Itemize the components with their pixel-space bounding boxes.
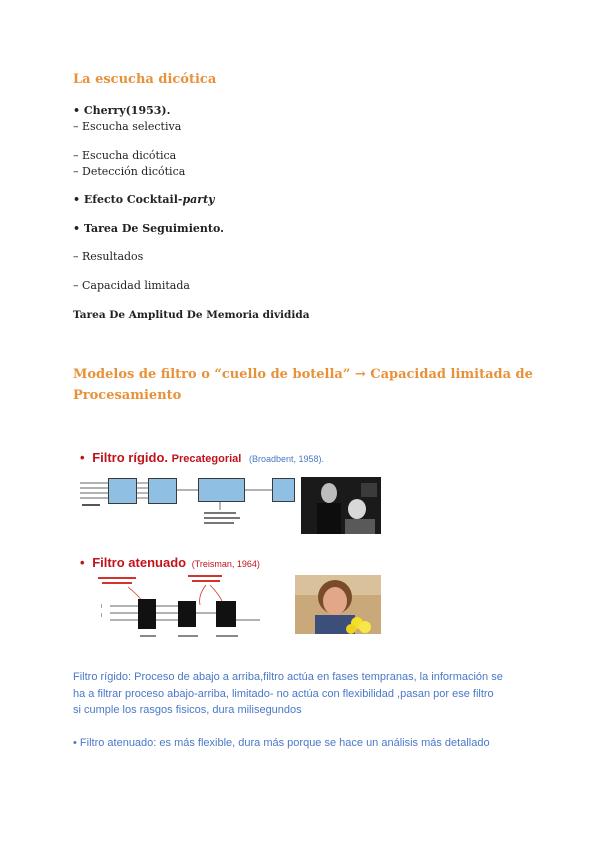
memory-store-box	[148, 478, 177, 504]
section-title-modelos	[73, 364, 533, 406]
treisman-caption-mark-3	[188, 575, 222, 577]
slide2-title: Filtro atenuado	[92, 555, 187, 570]
note-line-1: Filtro rígido: Proceso de abajo a arriba,filtro actúa en fases tempranas, la información se	[73, 671, 503, 683]
attenuator-block	[178, 601, 196, 627]
sensory-buffer-box	[108, 478, 137, 504]
slide1-bullet: •	[80, 450, 85, 465]
filter-box	[198, 478, 245, 502]
slide1-subtitle: Precategorial	[171, 453, 242, 465]
treisman-photo-art	[295, 575, 381, 634]
item-escucha-selectiva: – Escucha selectiva	[73, 120, 182, 133]
item-efecto-cocktail	[73, 192, 215, 208]
treisman-input-mark-2: I	[101, 613, 103, 619]
note-line-3: si cumple los rasgos fisicos, dura milisegundos	[73, 704, 302, 716]
treisman-diagram	[98, 575, 263, 647]
slide2-citation: (Treisman, 1964)	[191, 559, 260, 569]
slide2-bullet: •	[80, 555, 85, 570]
treisman-photo	[295, 575, 381, 634]
item-tarea-amplitud: Tarea De Amplitud De Memoria dividida	[73, 309, 310, 321]
cocktail-party: party	[182, 193, 215, 206]
section-title-escucha: La escucha dicótica	[73, 72, 217, 87]
broadbent-diagram	[80, 474, 295, 530]
item-capacidad-limitada: – Capacidad limitada	[73, 279, 190, 292]
note-line-4: • Filtro atenuado: es más flexible, dura más porque se hace un análisis más detallado	[73, 736, 490, 749]
slide1-heading	[80, 450, 324, 465]
treisman-input-mark-1: I	[101, 604, 103, 610]
treisman-caption-mark-7	[216, 635, 238, 637]
treisman-caption-mark-4	[192, 580, 220, 582]
item-deteccion-dicotica: – Detección dicótica	[73, 165, 186, 178]
slide2-heading	[80, 555, 260, 570]
section-title-line1: Modelos de filtro o “cuello de botella” → Capacidad limitada de	[73, 367, 533, 382]
sensory-buffer-block	[138, 599, 156, 629]
processing-box	[272, 478, 295, 502]
section-title-line2: Procesamiento	[73, 388, 182, 403]
treisman-caption-mark-2	[102, 582, 132, 584]
broadbent-photo-art	[301, 477, 381, 534]
item-tarea-seguimiento: • Tarea De Seguimiento.	[73, 222, 224, 235]
filter-caption-mark-2	[204, 517, 240, 519]
treisman-caption-mark-5	[140, 635, 156, 637]
item-resultados: – Resultados	[73, 250, 144, 263]
slide1-title: Filtro rígido.	[92, 450, 169, 465]
item-cherry: • Cherry(1953).	[73, 104, 171, 117]
item-escucha-dicotica: – Escucha dicótica	[73, 149, 177, 162]
note-line-2: ha a filtrar proceso abajo-arriba, limitado- no actúa con flexibilidad ,pasan por ese filtro	[73, 687, 494, 700]
filter-caption-mark-3	[204, 522, 234, 524]
treisman-caption-mark-1	[98, 577, 136, 579]
memory-block	[216, 601, 236, 627]
slide1-citation: (Broadbent, 1958).	[248, 454, 325, 464]
notes-block	[73, 669, 543, 751]
treisman-caption-mark-6	[178, 635, 198, 637]
broadbent-photo	[301, 477, 381, 534]
input-caption-mark	[82, 504, 100, 506]
filter-caption-mark-1	[204, 512, 236, 514]
cocktail-prefix: • Efecto Cocktail-	[73, 193, 183, 206]
